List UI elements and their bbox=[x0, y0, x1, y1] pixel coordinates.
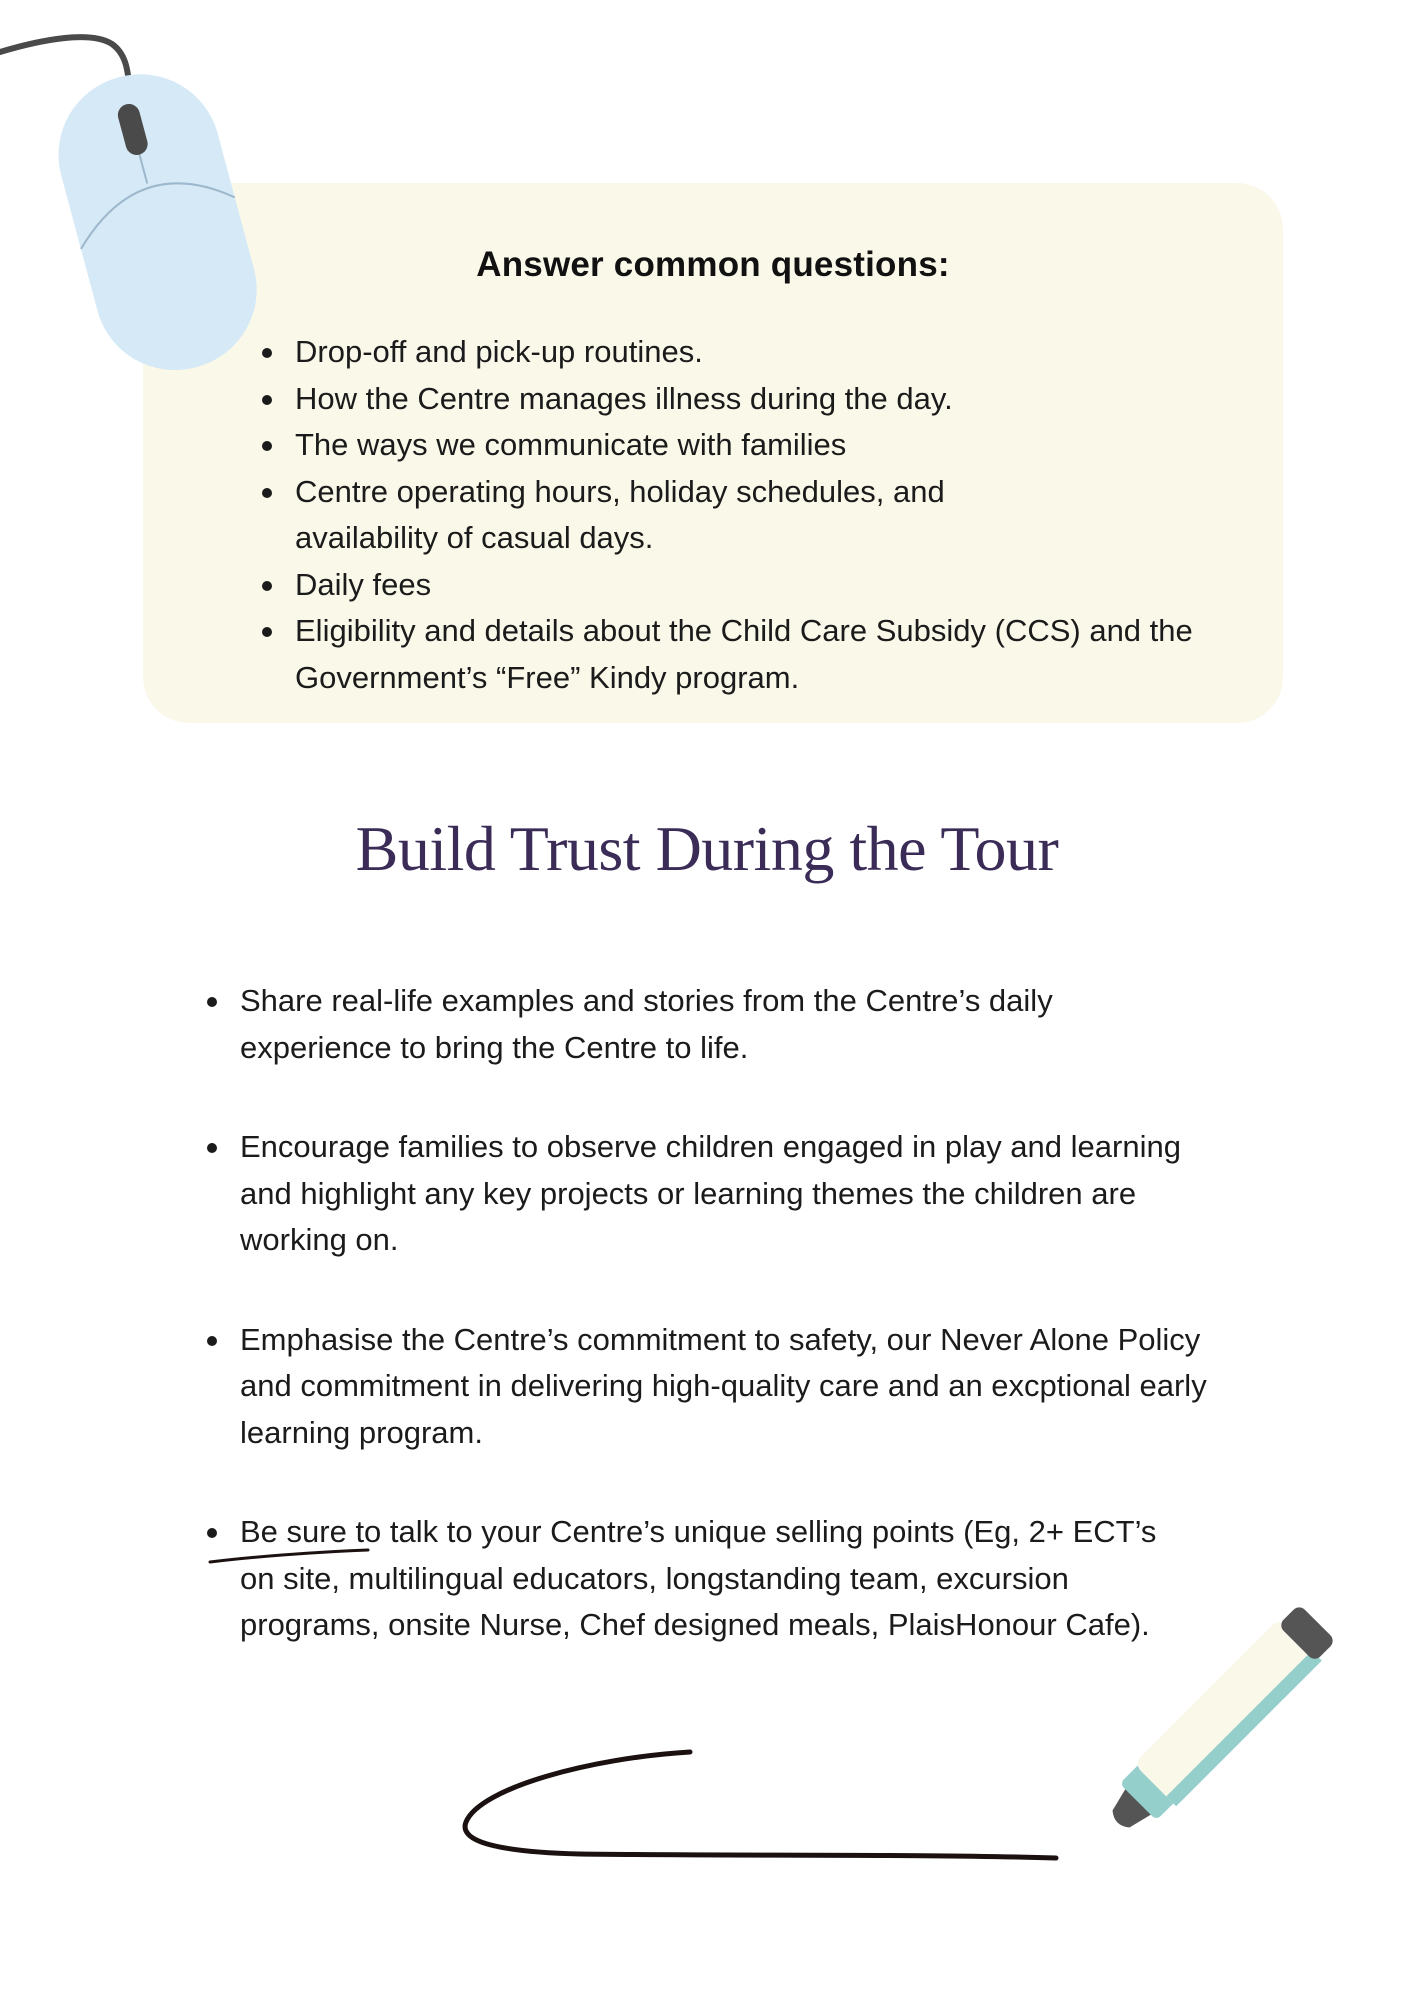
common-questions-list bbox=[295, 329, 1255, 701]
bullet-icon bbox=[207, 1528, 217, 1538]
marker-pen-icon bbox=[1070, 1570, 1370, 1870]
common-questions-panel bbox=[143, 183, 1283, 723]
section-heading: Build Trust During the Tour bbox=[355, 813, 1059, 884]
list-item-text: How the Centre manages illness during the day. bbox=[295, 380, 953, 416]
list-item-text: Encourage families to observe children engaged in play and learning and highlight any key projects or learning themes the children are working on. bbox=[240, 1129, 1181, 1257]
list-item bbox=[240, 1509, 1190, 1649]
common-questions-title: Answer common questions: bbox=[476, 245, 950, 284]
list-item bbox=[295, 469, 1055, 562]
list-item-text: Emphasise the Centre’s commitment to safety, our Never Alone Policy and commitment in delivering high-quality care and an excptional early learning program. bbox=[240, 1321, 1207, 1450]
bullet-icon bbox=[262, 627, 272, 637]
hand-drawn-underline-icon bbox=[200, 1538, 380, 1568]
list-item-text: Centre operating hours, holiday schedules, and availability of casual days. bbox=[295, 473, 945, 555]
list-item-text: Daily fees bbox=[295, 566, 432, 602]
list-item bbox=[240, 978, 1180, 1071]
list-item bbox=[240, 1124, 1200, 1264]
list-item-text: Share real-life examples and stories from the Centre’s daily experience to bring the Centre to life. bbox=[240, 983, 1053, 1065]
list-item bbox=[240, 1317, 1240, 1457]
list-item bbox=[295, 329, 1255, 376]
bullet-icon bbox=[207, 1143, 217, 1153]
bullet-icon bbox=[262, 395, 272, 405]
bullet-icon bbox=[262, 488, 272, 498]
list-item bbox=[295, 422, 1255, 469]
list-item bbox=[295, 562, 1255, 609]
bullet-icon bbox=[207, 997, 217, 1007]
list-item-text: Eligibility and details about the Child Care Subsidy (CCS) and the Government’s “Free” Kindy program. bbox=[295, 613, 1193, 695]
list-item-text: Be sure to talk to your Centre’s unique selling points (Eg, 2+ ECT’s on site, multilingual educators, longstanding team, excursion programs, onsite Nurse, Chef designed meals, PlaisHonour Cafe). bbox=[240, 1514, 1157, 1642]
list-item-text: The ways we communicate with families bbox=[295, 427, 847, 462]
bullet-icon bbox=[207, 1336, 217, 1346]
scribble-line-icon bbox=[440, 1730, 1080, 1880]
list-item bbox=[295, 608, 1225, 701]
computer-mouse-icon bbox=[0, 0, 290, 380]
list-item bbox=[295, 376, 1255, 423]
bullet-icon bbox=[262, 581, 272, 591]
list-item-text: Drop-off and pick-up routines. bbox=[295, 334, 703, 369]
bullet-icon bbox=[262, 441, 272, 451]
